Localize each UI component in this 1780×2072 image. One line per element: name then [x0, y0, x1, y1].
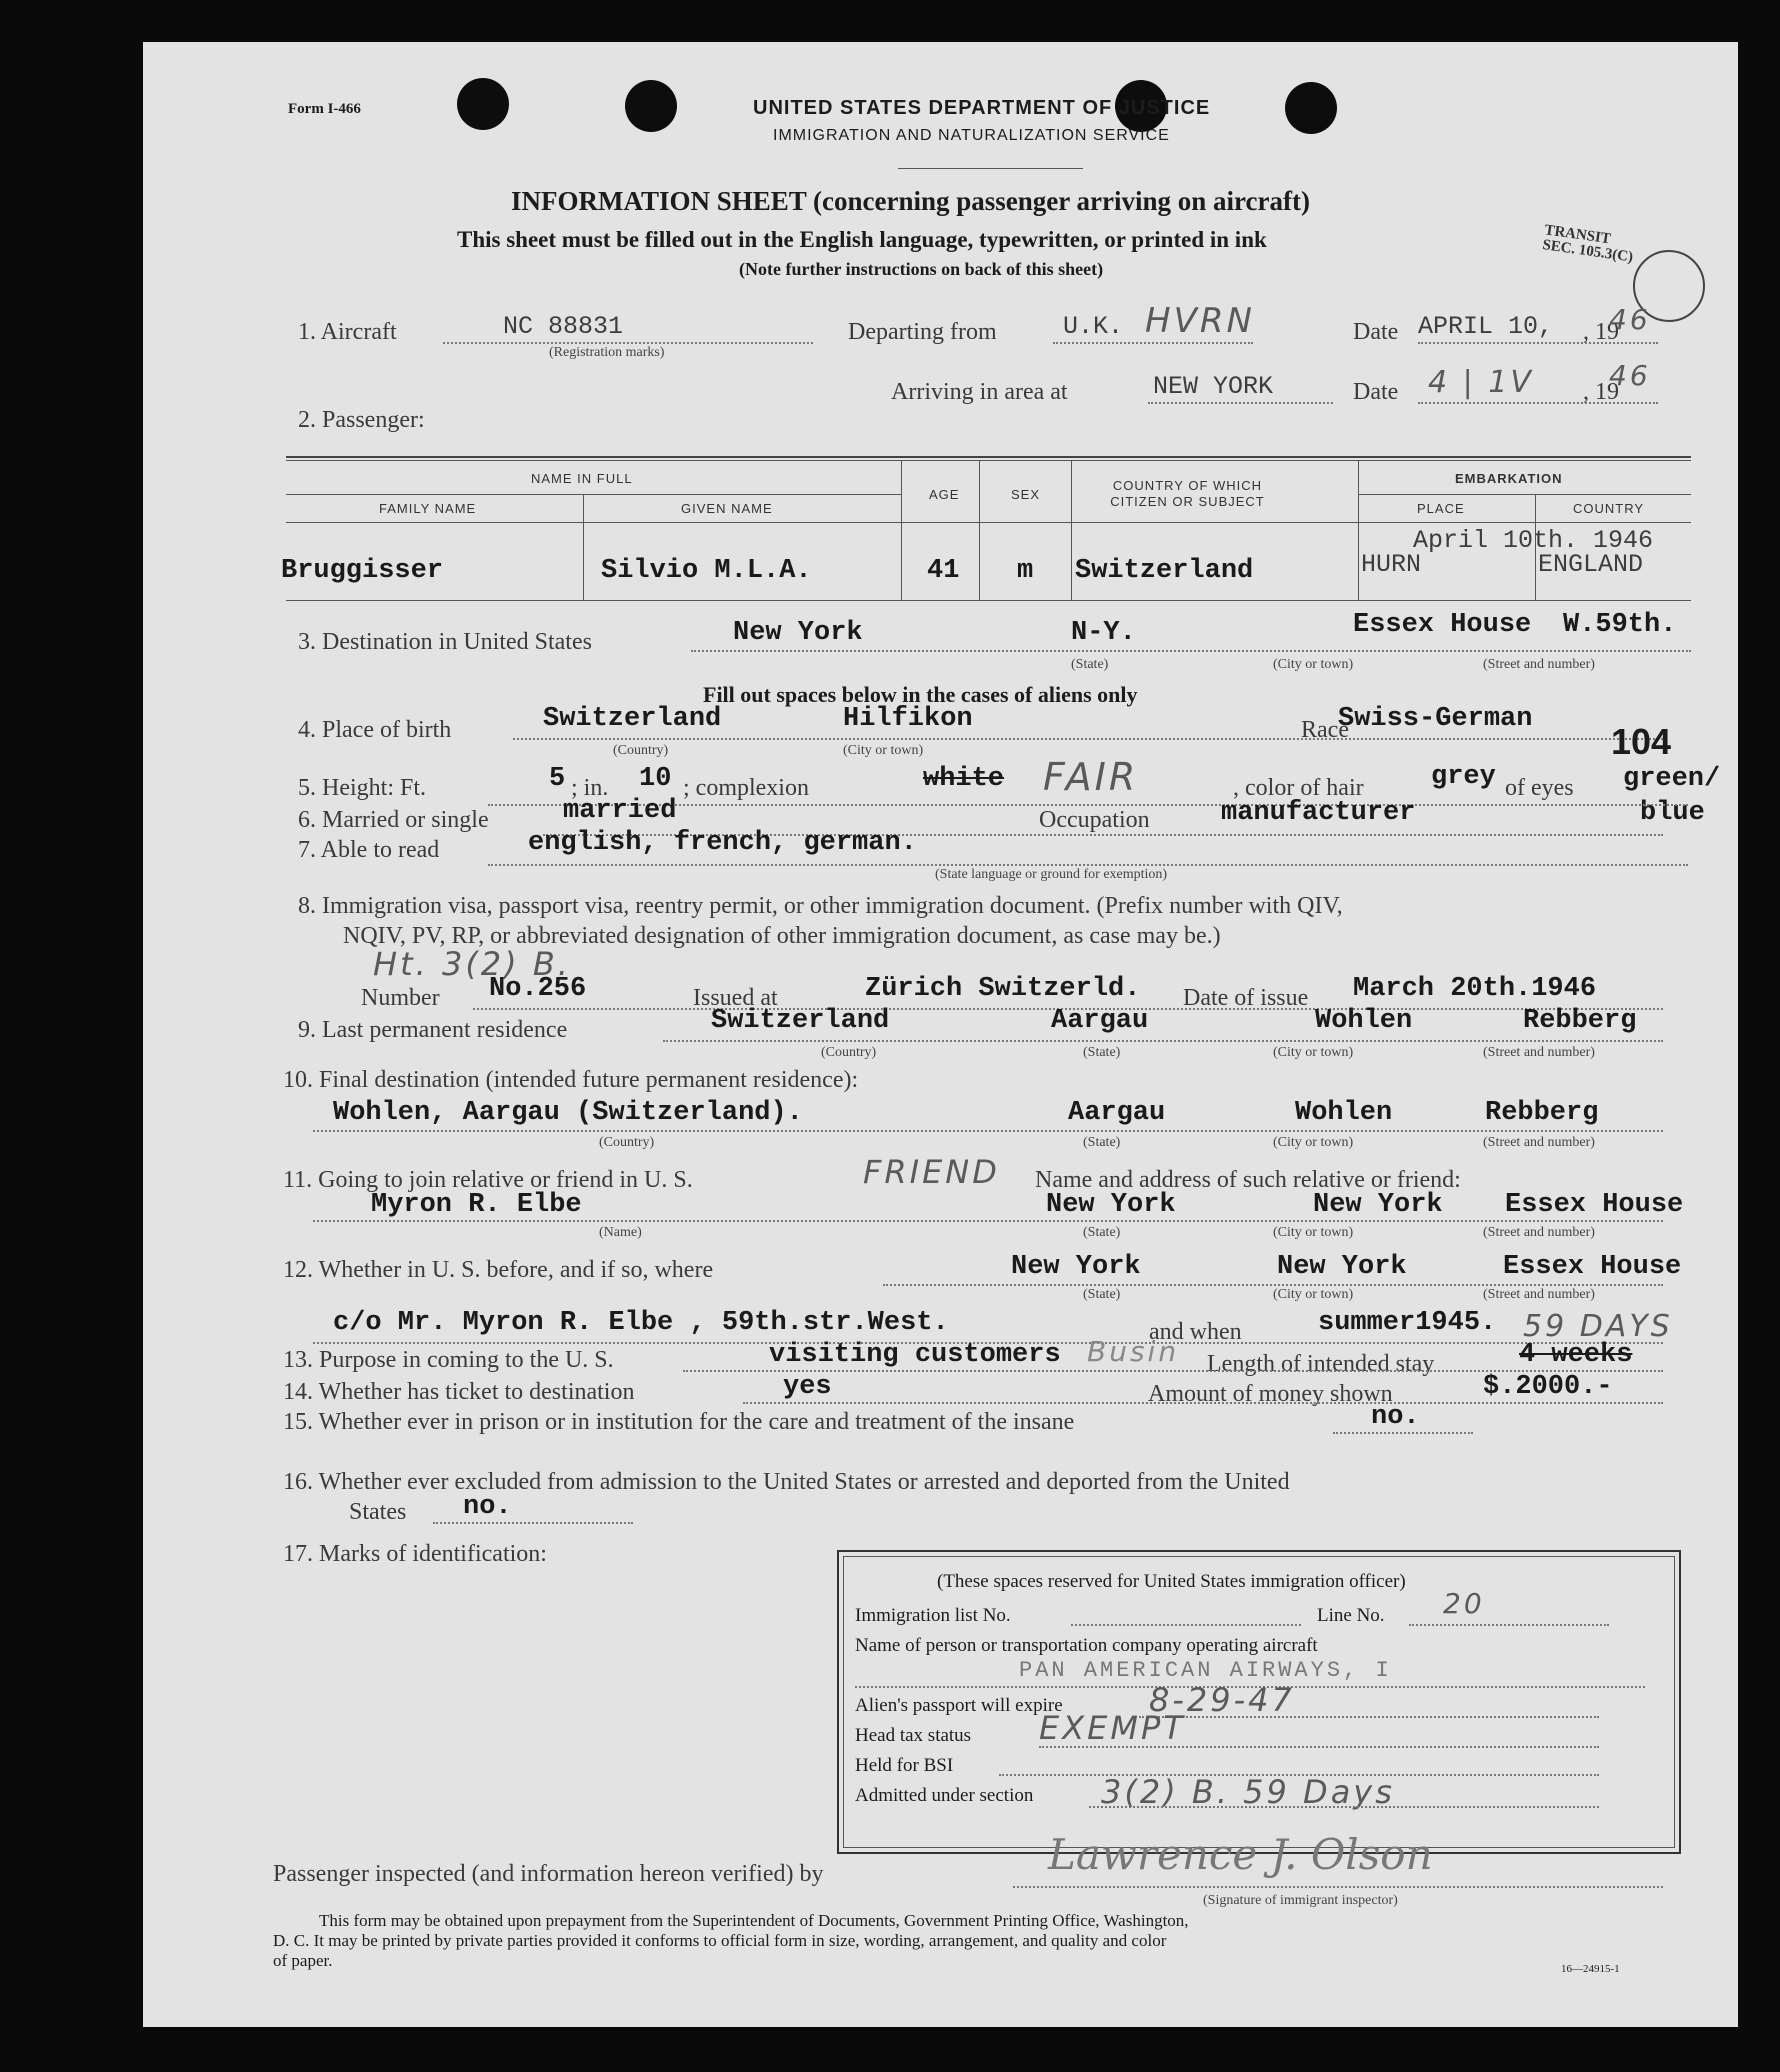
caption-state: (State)	[1083, 1045, 1121, 1060]
arrival-year-hand: 46	[1609, 359, 1651, 392]
read-label: 7. Able to read	[298, 837, 440, 863]
stay: 4 weeks	[1519, 1340, 1633, 1370]
visa-hand: Ht. 3(2) B.	[373, 945, 571, 983]
sheet-note: (Note further instructions on back of this sheet)	[739, 259, 1104, 279]
before-street: Essex House	[1503, 1252, 1682, 1282]
col-age: AGE	[929, 487, 960, 502]
ticket-label: 14. Whether has ticket to destination	[283, 1379, 635, 1405]
punch-hole	[625, 80, 677, 132]
final-destination-street: Rebberg	[1485, 1098, 1599, 1128]
aircraft-value: NC 88831	[503, 312, 624, 341]
header-rule	[898, 168, 1083, 169]
complexion-label: ; complexion	[683, 775, 809, 801]
languages: english, french, german.	[528, 828, 917, 858]
caption-country: (Country)	[821, 1045, 877, 1060]
race: Swiss-German	[1338, 704, 1533, 734]
caption-name: (Name)	[599, 1225, 642, 1240]
head-tax-label: Head tax status	[855, 1725, 972, 1746]
join-relative-hand: FRIEND	[863, 1153, 1000, 1191]
departure-year-prefix: , 19	[1583, 319, 1619, 345]
issued-label: Issued at	[693, 985, 778, 1011]
caption-state: (State)	[1083, 1135, 1121, 1150]
service-title: IMMIGRATION AND NATURALIZATION SERVICE	[773, 127, 1170, 144]
officer-box	[837, 1550, 1681, 1854]
money-label: Amount of money shown	[1148, 1381, 1393, 1407]
punch-hole	[457, 78, 509, 130]
height-inches: 10	[639, 764, 672, 794]
departure-date-label: Date	[1353, 319, 1399, 345]
destination-state: N-Y.	[1071, 618, 1136, 648]
name-address-label: Name and address of such relative or friend:	[1035, 1167, 1461, 1193]
marital-status: married	[563, 796, 677, 826]
identification-label: 17. Marks of identification:	[283, 1541, 547, 1567]
in-us-before-label: 12. Whether in U. S. before, and if so, where	[283, 1257, 714, 1283]
arrival-date-hand: 4 | 1V	[1428, 365, 1534, 400]
sex: m	[1017, 556, 1034, 586]
information-sheet	[143, 42, 1738, 2027]
given-name: Silvio M.L.A.	[601, 556, 812, 586]
issued-at: Zürich Switzerld.	[865, 974, 1141, 1004]
complexion-hand: FAIR	[1043, 755, 1139, 799]
birth-country: Switzerland	[543, 704, 722, 734]
visa-text-2: NQIV, PV, RP, or abbreviated designation of other immigration document, as case may be.)	[343, 923, 1221, 949]
destination-city: New York	[733, 618, 863, 648]
final-destination-city: Wohlen	[1295, 1098, 1393, 1128]
caption-state: (State)	[1083, 1225, 1121, 1240]
birth-label: 4. Place of birth	[298, 717, 452, 743]
footer-text-2: D. C. It may be printed by private parties provided it conforms to official form in size, wording, arrangement, and quality and color	[273, 1931, 1167, 1950]
col-family-name: FAMILY NAME	[379, 501, 477, 516]
caption-street: (Street and number)	[1483, 1225, 1595, 1240]
registration-caption: (Registration marks)	[549, 345, 665, 360]
caption-city: (City or town)	[1273, 657, 1354, 672]
date-issue-label: Date of issue	[1183, 985, 1309, 1011]
caption-street: (Street and number)	[1483, 1287, 1595, 1302]
caption-street: (Street and number)	[1483, 657, 1595, 672]
destination-label: 3. Destination in United States	[298, 629, 592, 655]
inspector-signature: Lawrence J. Olson	[1048, 1830, 1433, 1879]
purpose-label: 13. Purpose in coming to the U. S.	[283, 1347, 614, 1373]
citizen-of: Switzerland	[1075, 556, 1254, 586]
destination-street: Essex House	[1353, 610, 1532, 640]
departing-label: Departing from	[848, 319, 997, 345]
before-state: New York	[1011, 1252, 1141, 1282]
purpose: visiting customers	[769, 1340, 1061, 1370]
care-of: c/o Mr. Myron R. Elbe , 59th.str.West.	[333, 1308, 949, 1338]
family-name: Bruggisser	[281, 556, 444, 586]
embark-place: HURN	[1361, 550, 1422, 579]
languages-caption: (State language or ground for exemption)	[935, 867, 1168, 882]
departure-date: APRIL 10,	[1418, 312, 1554, 341]
col-country-citizen: COUNTRY OF WHICH CITIZEN OR SUBJECT	[1110, 478, 1265, 509]
excluded: no.	[463, 1492, 512, 1522]
footer-text-1: This form may be obtained upon prepayment from the Superintendent of Documents, Government Printing Office, Washington,	[319, 1911, 1189, 1930]
when: summer1945.	[1318, 1308, 1497, 1338]
footer-text-3: of paper.	[273, 1951, 333, 1970]
marital-label: 6. Married or single	[298, 807, 489, 833]
occupation: manufacturer	[1221, 798, 1416, 828]
caption-state: (State)	[1083, 1287, 1121, 1302]
arrival-date-label: Date	[1353, 379, 1399, 405]
ticket: yes	[783, 1372, 832, 1402]
when-label: and when	[1149, 1319, 1242, 1345]
operator: PAN AMERICAN AIRWAYS, I	[1019, 1658, 1392, 1683]
embark-date: April 10th. 1946	[1413, 526, 1654, 555]
aliens-note: Fill out spaces below in the cases of aliens only	[703, 682, 1138, 707]
list-no-label: Immigration list No.	[855, 1605, 1011, 1626]
visa-text-1: 8. Immigration visa, passport visa, reentry permit, or other immigration document. (Prefix number with QIV,	[298, 893, 1343, 919]
excluded-label-1: 16. Whether ever excluded from admission to the United States or arrested and deported from the United	[283, 1469, 1290, 1495]
caption-country: (Country)	[599, 1135, 655, 1150]
money: $.2000.-	[1483, 1372, 1613, 1402]
transit-stamp: TRANSIT SEC. 105.3(C)	[1541, 222, 1635, 266]
join-relative-label: 11. Going to join relative or friend in U. S.	[283, 1167, 693, 1193]
line-no: 20	[1443, 1587, 1485, 1620]
held-for-bsi-label: Held for BSI	[855, 1755, 954, 1776]
last-residence-label: 9. Last permanent residence	[298, 1017, 568, 1043]
admitted: 3(2) B. 59 Days	[1101, 1773, 1395, 1811]
footer-code: 16—24915-1	[1561, 1963, 1620, 1975]
departing-value: U.K.	[1063, 312, 1124, 341]
height-label: 5. Height: Ft.	[298, 775, 427, 801]
inches-label: ; in.	[571, 775, 609, 801]
stay-label: Length of intended stay	[1207, 1351, 1435, 1377]
final-destination-label: 10. Final destination (intended future permanent residence):	[283, 1067, 859, 1093]
sheet-instruction: This sheet must be filled out in the English language, typewritten, or printed in ink	[457, 227, 1267, 252]
prison-label: 15. Whether ever in prison or in institution for the care and treatment of the insane	[283, 1409, 1075, 1435]
hair-label: , color of hair	[1233, 775, 1364, 801]
friend-state: New York	[1046, 1190, 1176, 1220]
arrival-year-prefix: , 19	[1583, 379, 1619, 405]
caption-city: (City or town)	[1273, 1287, 1354, 1302]
last-residence-street: Rebberg	[1523, 1006, 1637, 1036]
col-embarkation: EMBARKATION	[1455, 471, 1563, 486]
col-given-name: GIVEN NAME	[681, 501, 773, 516]
head-tax: EXEMPT	[1039, 1709, 1186, 1747]
eyes-label: of eyes	[1505, 775, 1574, 801]
admitted-label: Admitted under section	[855, 1785, 1034, 1806]
visa-number-label: Number	[361, 985, 440, 1011]
final-destination-state: Aargau	[1068, 1098, 1166, 1128]
department-title: UNITED STATES DEPARTMENT OF JUSTICE	[753, 97, 1211, 119]
race-label: Race	[1301, 717, 1349, 743]
passenger-label: 2. Passenger:	[298, 407, 425, 433]
line-no-label: Line No.	[1317, 1605, 1385, 1626]
caption-city-town: (City or town)	[843, 743, 924, 758]
passport-expire: 8-29-47	[1149, 1681, 1295, 1719]
caption-city: (City or town)	[1273, 1225, 1354, 1240]
departure-year-hand: 46	[1609, 303, 1651, 336]
last-residence-city: Wohlen	[1315, 1006, 1413, 1036]
date-issue: March 20th.1946	[1353, 974, 1597, 1004]
caption-city: (City or town)	[1273, 1135, 1354, 1150]
caption-state: (State)	[1071, 657, 1109, 672]
col-place: PLACE	[1417, 501, 1465, 516]
arriving-value: NEW YORK	[1153, 372, 1274, 401]
height-feet: 5	[549, 764, 566, 794]
signature-caption: (Signature of immigrant inspector)	[1203, 1893, 1398, 1908]
visa-number: No.256	[489, 974, 587, 1004]
aircraft-label: 1. Aircraft	[298, 319, 397, 345]
caption-street: (Street and number)	[1483, 1045, 1595, 1060]
destination-street-extra: W.59th.	[1563, 610, 1677, 640]
last-residence-state: Aargau	[1051, 1006, 1149, 1036]
eyes-2: blue	[1640, 798, 1705, 828]
inspection-label: Passenger inspected (and information hereon verified) by	[273, 1861, 824, 1887]
birth-city: Hilfikon	[843, 704, 973, 734]
hair: grey	[1431, 762, 1496, 792]
margin-number: 104	[1611, 721, 1672, 762]
col-sex: SEX	[1011, 487, 1041, 502]
col-name-in-full: NAME IN FULL	[531, 471, 633, 486]
arriving-label: Arriving in area at	[891, 379, 1068, 405]
caption-country: (Country)	[613, 743, 669, 758]
before-city: New York	[1277, 1252, 1407, 1282]
officer-box-heading: (These spaces reserved for United States immigration officer)	[937, 1571, 1406, 1592]
friend-street: Essex House	[1505, 1190, 1684, 1220]
occupation-label: Occupation	[1039, 807, 1150, 833]
departing-handwritten: HVRN	[1145, 301, 1255, 341]
age: 41	[927, 556, 960, 586]
excluded-label-2: States	[349, 1499, 407, 1525]
col-country: COUNTRY	[1573, 501, 1645, 516]
embark-country: ENGLAND	[1538, 550, 1644, 579]
passport-expire-label: Alien's passport will expire	[855, 1695, 1063, 1716]
prison: no.	[1371, 1402, 1420, 1432]
caption-city: (City or town)	[1273, 1045, 1354, 1060]
complexion: white	[923, 764, 1005, 794]
friend-city: New York	[1313, 1190, 1443, 1220]
punch-hole	[1285, 82, 1337, 134]
operator-label: Name of person or transportation company operating aircraft	[855, 1635, 1318, 1656]
last-residence-country: Switzerland	[711, 1006, 890, 1036]
final-destination-country: Wohlen, Aargau (Switzerland).	[333, 1098, 803, 1128]
sheet-title: INFORMATION SHEET (concerning passenger arriving on aircraft)	[511, 186, 1310, 216]
eyes: green/	[1623, 764, 1721, 794]
purpose-hand: Busin	[1087, 1335, 1180, 1368]
friend-name: Myron R. Elbe	[371, 1190, 582, 1220]
form-number: Form I-466	[288, 101, 361, 117]
stay-hand: 59 DAYS	[1523, 1309, 1673, 1344]
caption-street: (Street and number)	[1483, 1135, 1595, 1150]
